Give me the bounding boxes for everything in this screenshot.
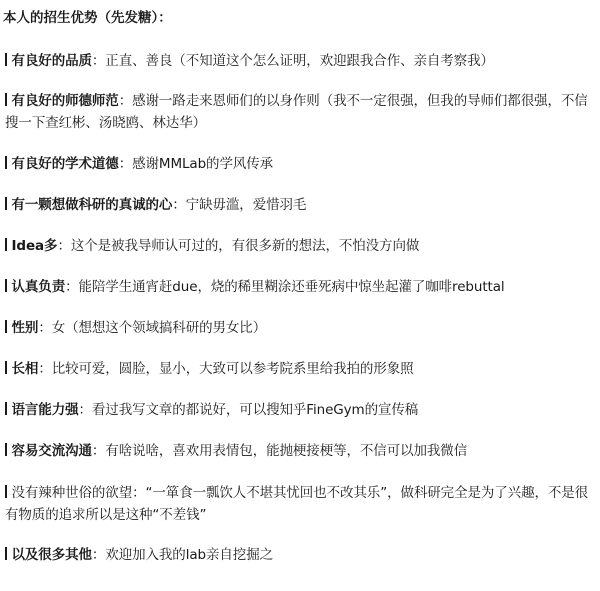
item-text: ：能陪学生通宵赶due，烧的稀里糊涂还垂死病中惊坐起灌了咖啡rebuttal xyxy=(65,279,505,295)
document-title: 本人的招生优势（先发糖）： xyxy=(3,10,172,26)
list-item xyxy=(5,399,597,421)
bullet-bar xyxy=(5,547,7,560)
item-text: ：欢迎加入我的lab亲自挖掘之 xyxy=(91,547,273,563)
bullet-bar xyxy=(5,361,7,374)
bullet-bar xyxy=(5,53,7,66)
item-text: ：宁缺毋滥，爱惜羽毛 xyxy=(172,197,307,213)
item-text: ：看过我写文章的都说好，可以搜知乎FineGym的宣传稿 xyxy=(78,402,419,418)
item-label: Idea多 xyxy=(11,238,58,254)
item-label: 容易交流沟通 xyxy=(11,443,92,459)
item-text: ：女（想想这个领域搞科研的男女比） xyxy=(38,320,267,336)
bullet-bar xyxy=(5,485,7,498)
item-label: 认真负责 xyxy=(11,279,66,295)
item-text: ：感谢MMLab的学风传承 xyxy=(118,156,274,172)
item-label: 以及很多其他 xyxy=(11,547,92,563)
item-text: ：有啥说啥，喜欢用表情包，能抛梗接梗等，不信可以加我微信 xyxy=(91,443,468,459)
item-label: 长相 xyxy=(11,361,39,377)
item-label: 有良好的学术道德 xyxy=(11,156,119,172)
list-item xyxy=(5,440,597,462)
list-item xyxy=(5,544,597,566)
item-label: 有良好的师德师范 xyxy=(11,93,119,109)
list-item xyxy=(5,50,597,72)
list-item xyxy=(5,276,597,298)
item-label: 语言能力强 xyxy=(11,402,79,418)
item-text: ：正直、善良（不知道这个怎么证明，欢迎跟我合作、亲自考察我） xyxy=(91,53,494,69)
list-item xyxy=(5,482,597,526)
bullet-bar xyxy=(5,402,7,415)
item-label: 有良好的品质 xyxy=(11,53,92,69)
item-text: 没有辣种世俗的欲望：“一箪食一瓢饮人不堪其忧回也不改其乐”，做科研完全是为了兴趣，不是很有物质的追求所以是这种“不差钱” xyxy=(5,485,589,523)
bullet-bar xyxy=(5,238,7,251)
bullet-bar xyxy=(5,320,7,333)
bullet-bar xyxy=(5,197,7,210)
list-item xyxy=(5,358,597,380)
item-label: 性别 xyxy=(11,320,39,336)
list-item xyxy=(5,90,597,134)
bullet-bar xyxy=(5,93,7,106)
list-item xyxy=(5,153,597,175)
bullet-bar xyxy=(5,279,7,292)
bullet-bar xyxy=(5,156,7,169)
item-text: ：这个是被我导师认可过的，有很多新的想法，不怕没方向做 xyxy=(57,238,420,254)
list-item xyxy=(5,317,597,339)
list-item xyxy=(5,235,597,257)
item-label: 有一颗想做科研的真诚的心 xyxy=(11,197,173,213)
item-text: ：比较可爱，圆脸，显小，大致可以参考院系里给我拍的形象照 xyxy=(38,361,414,377)
item-text: ：感谢一路走来恩师们的以身作则（我不一定很强，但我的导师们都很强，不信搜一下查红彬、汤晓鸥、林达华） xyxy=(5,93,588,131)
bullet-bar xyxy=(5,443,7,456)
list-item xyxy=(5,194,597,216)
